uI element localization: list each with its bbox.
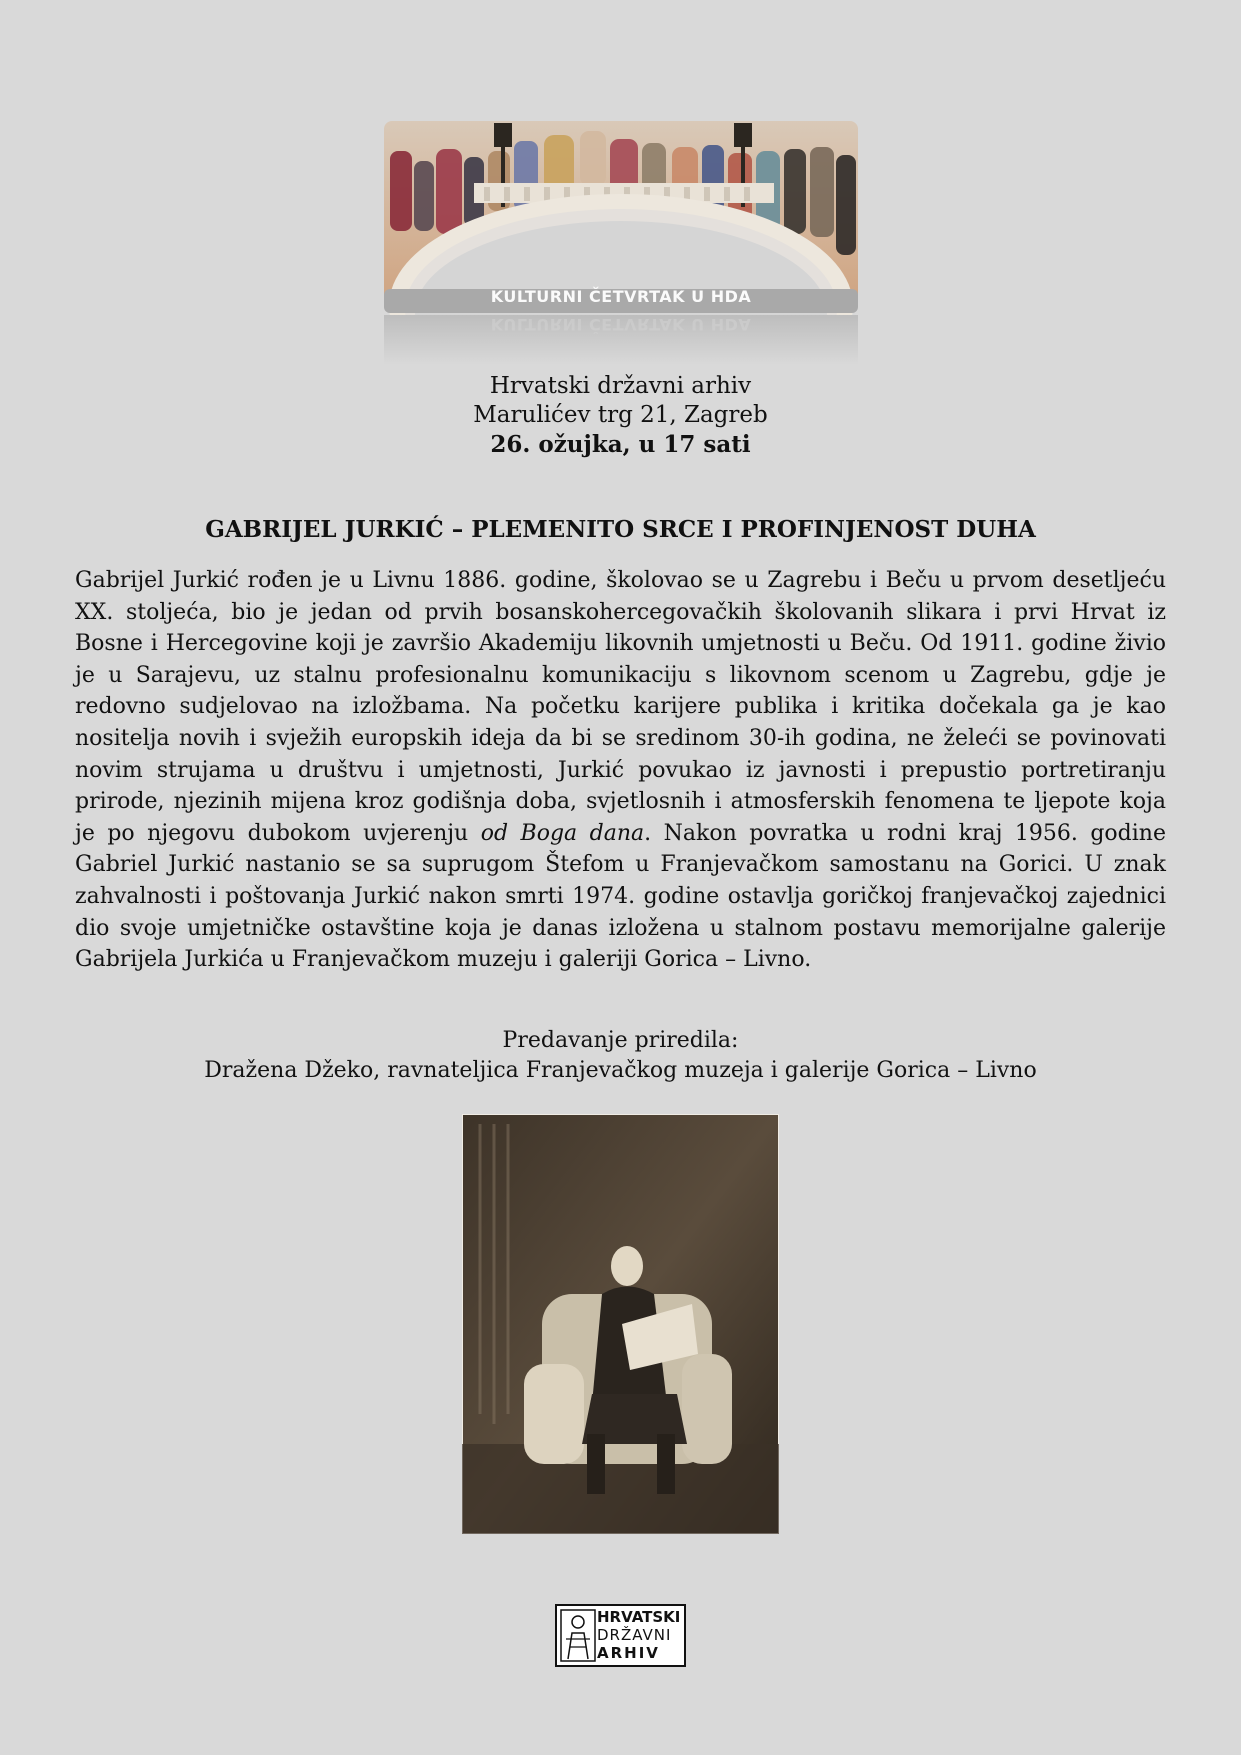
- logo-line-1: HRVATSKI: [597, 1608, 681, 1626]
- organizer-name: Dražena Džeko, ravnateljica Franjevačkog muzeja i galerije Gorica – Livno: [204, 1058, 1037, 1083]
- event-date: 26. ožujka, u 17 sati: [490, 431, 751, 458]
- biography-text-part2: . Nakon povratka u rodni kraj 1956. godine Gabriel Jurkić nastanio se sa suprugom Štefom u Franjevačkom samostanu na Gorici. U znak zahvalnosti i poštovanja Jurkić nakon smrti 1974. godine ostavlja goričkoj franjevačkoj zajednici dio svoje umjetničke ostavštine koja je danas izložena u stalnom postavu memorijalne galerije Gabrijela Jurkića u Franjevačkom muzeju i galeriji Gorica – Livno.: [75, 820, 1166, 973]
- venue-institution: Hrvatski državni arhiv: [489, 373, 752, 399]
- lecture-title: GABRIJEL JURKIĆ – PLEMENITO SRCE I PROFINJENOST DUHA: [205, 516, 1036, 543]
- banner-caption: KULTURNI ČETVRTAK U HDA: [490, 287, 752, 306]
- venue-address: Marulićev trg 21, Zagreb: [473, 402, 768, 428]
- logo-line-3: ARHIV: [597, 1644, 660, 1662]
- biography-italic-phrase: od Boga dana: [480, 820, 645, 846]
- biography-paragraph: [75, 565, 1166, 976]
- organizer-label: Predavanje priredila:: [502, 1028, 739, 1053]
- event-banner: [384, 121, 858, 365]
- logo-line-2: DRŽAVNI: [597, 1626, 672, 1644]
- banner-caption-reflection: KULTURNI ČETVRTAK U HDA: [490, 315, 752, 334]
- biography-text-part1: Gabrijel Jurkić rođen je u Livnu 1886. godine, školovao se u Zagrebu i Beču u prvom desetljeću XX. stoljeća, bio je jedan od prvih bosanskohercegovačkih školovanih slikara i prvi Hrvat iz Bosne i Hercegovine koji je završio Akademiju likovnih umjetnosti u Beču. Od 1911. godine živio je u Sarajevu, uz stalnu profesionalnu komunikaciju s likovnom scenom u Zagrebu, gdje je redovno sudjelovao na izložbama. Na početku karijere publika i kritika dočekala ga je kao nositelja novih i svježih europskih ideja da bi se sredinom 30-ih godina, ne želeći se povinovati novim strujama u društvu i umjetnosti, Jurkić povukao iz javnosti i prepustio portretiranju prirode, njezinih mijena kroz godišnja doba, svjetlosnih i atmosferskih fenomena te ljepote koja je po njegovu dubokom uvjerenju: [75, 568, 1166, 846]
- archive-emblem-icon: [560, 1609, 596, 1662]
- portrait-photo: [462, 1114, 779, 1534]
- venue-info: [0, 372, 1241, 459]
- organizer-block: [0, 1026, 1241, 1086]
- hda-logo: [555, 1604, 686, 1667]
- logo-wordmark: [597, 1608, 682, 1662]
